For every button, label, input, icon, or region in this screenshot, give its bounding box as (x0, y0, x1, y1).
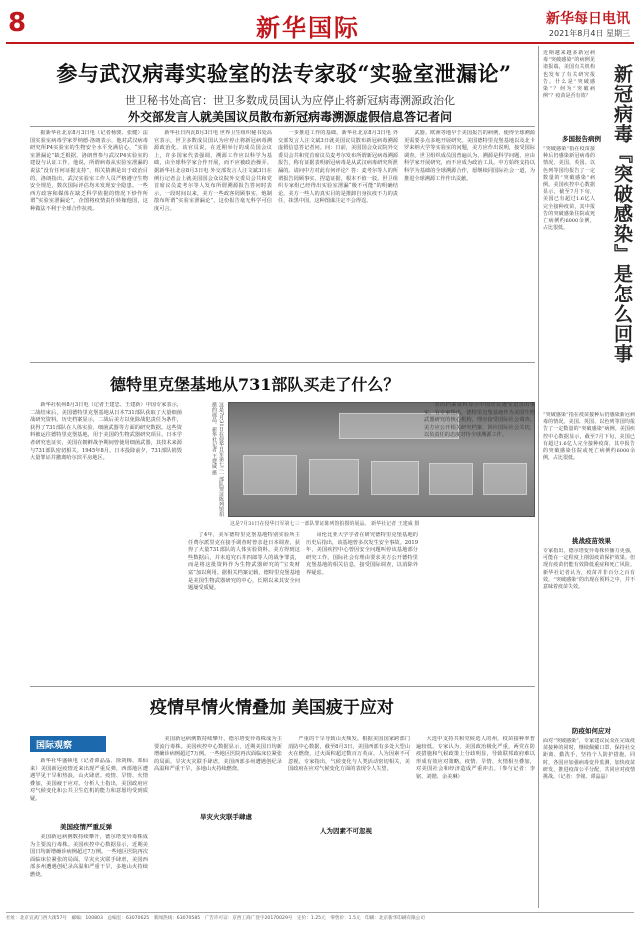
article3-headline: 疫情早情火情叠加 美国疲于应对 (150, 698, 394, 718)
paper-date: 2021年8月4日 星期三 (548, 29, 630, 38)
article2-text-2: 了4年，美军德特里克堡基地特别实验所主任费尔派里克在接手调查时曾亲赴日本调查，获得了大量731部队的人体实验资料。美方得到这些数据后，并未追究石井四郎等人的战争罪责，而是将这批资料作为生物武器研究的“宝贵财富”加以利用。据相关档案记载，德特里克堡基地是美国生物武器研究的中心，长期以来其安全问题屡受质疑。 (188, 532, 300, 592)
page-footer: 社址：北京宣武门西大街57号 邮编：100803 总编室：63070625 新闻热线：63070585 广告许可证：京西工商广登字20170029号 定价：1.25元 零售价：1.5元 印刷：北京新华印刷有限公司 (6, 912, 634, 921)
photo-vertical-caption: 这是7月31日在侵华日军第七三一部队罪证陈列馆拍摄的展品。新华社记者 王建威 摄 (211, 402, 224, 517)
sidebar-text-c (543, 738, 635, 908)
article2-column-1 (30, 402, 182, 687)
sidebar-text-b-body: 专家指出，德尔塔变异毒株传播力更强，可能在一定程度上削弱疫苗保护效果。但现有疫苗仍能有效降低重症和死亡风险。新华社记者认为，疫苗并非百分之百有效，“突破感染”的出现在预料之中，并不意味着疫苗失效。 (543, 548, 635, 591)
photo-caption: 这是7月31日在侵华日军第七三一部队罪证陈列馆拍摄的展品。 新华社记者 王建威 摄 (230, 521, 420, 527)
article3-text-1: 新华社华盛顿电（记者谭晶晶、徐剑梅、邓仙来）美国新冠疫情近来出现严重反弹，西部地区遭遇罕见干旱和热浪，山火肆虐。疫情、旱情、火情叠加，美国疲于应对。分析人士指出，美国政府应对气候变化和公共卫生危机的能力和意愿均受到质疑。 (30, 758, 148, 802)
section-title: 新华国际 (256, 13, 360, 42)
sidebar-label-b: 挑战疫苗效果 (572, 537, 611, 545)
article3-column-1b (30, 834, 148, 908)
article1-column-2 (154, 130, 272, 358)
sidebar-text-a-body: “突破感染”指在疫苗接种后仍感染新冠病毒的情况。美国、英国、以色列等国均报告了一定数量的“突破感染”病例。美国疾控中心数据显示，截至7月下旬，美国已有超过1.6亿人完全接种疫苗，其中报告的突破感染住院或死亡病例约6000余例，占比很低。 (543, 146, 595, 232)
article1-subhead-b: 外交部发言人就美国议员散布新冠病毒溯源虚假信息答记者问 (127, 110, 452, 124)
sidebar-text-b (543, 548, 635, 722)
article3-text-4: 大选中支持共和党候选人的州，疫苗接种率普遍较低。专家认为，美国政治极化严重，两党在防疫措施和气候政策上分歧明显，导致联邦政府难以形成有效应对策略。疫情、旱情、火情相互叠加，对美国社会和经济造成严重冲击。（参与记者：李铭、刘锴、余美琳） (416, 736, 535, 780)
divider (30, 686, 535, 687)
article3-text-1b: 美国新冠病例数持续攀升，德尔塔变异毒株成为主要流行毒株。美国疾控中心数据显示，近期美国日均新增确诊病例超过7万例。一些地区医院再次面临床位紧张的局面。旱灾火灾联手肆虐，美国西部多州遭遇创纪录高温和严重干旱，多地山火持续燃烧。 (30, 834, 148, 878)
display-case (243, 455, 297, 495)
article3-column-1 (30, 758, 148, 818)
sidebar-label-a: 多国报告病例 (562, 135, 601, 143)
article2-text-3: 哥伦比亚大学学者在研究德特里克堡基地的历史后指出，该基地曾多次发生安全事故。2019年，美国疾控中心曾因安全问题叫停该基地部分研究工作。国际社会有理由要求美方公开德特里克堡基地的相关信息，接受国际调查，以消除外界疑虑。 (306, 532, 418, 576)
article3-column-4 (416, 736, 535, 908)
column-banner: 国际观察 (30, 736, 106, 752)
article1-text-4: 武器。欧洲等地早于美国报告的病例，使得全球溯源更需要多点多地开展研究。美国德特里克堡基地以及北卡罗来纳大学等实验室的问题，美方应作出说明，接受国际调查。世卫组织成员国普遍认为，溯源是科学问题，应由科学家开展研究，而不应成为政治工具。中方始终支持以科学为基础的全球溯源合作，愿继续同国际社会一道，为推进全球溯源工作作出贡献。 (404, 130, 535, 182)
article2-column-4 (424, 402, 535, 682)
article3-column-3 (288, 736, 410, 908)
sidebar-text-c-body: 面对“突破感染”，专家建议民众在完成疫苗接种的同时，继续佩戴口罩、保持社交距离、勤洗手，坚持个人防护措施。同时，各国应加强病毒变异监测，加快疫苗研发，推进疫苗公平分配，共同应对疫情挑战。（记者：李铭、谭晶晶） (543, 738, 635, 781)
article2-column-3 (306, 532, 418, 682)
sidebar-title: 新冠病毒『突破感染』是怎么回事 (611, 64, 633, 364)
paper-name: 新华每日电讯 (546, 11, 630, 27)
article1-column-4 (404, 130, 535, 358)
article2-headline: 德特里克堡基地从731部队买走了什么？ (110, 375, 400, 394)
article3-column-2 (154, 736, 282, 908)
masthead (6, 6, 634, 44)
article1-column-3 (278, 130, 398, 358)
divider (30, 126, 535, 127)
article3-subhead-c: 人为因素不可忽视 (320, 827, 372, 835)
article3-subhead-b: 旱灾火灾联手肆虐 (200, 813, 252, 821)
sidebar-text-a (543, 146, 595, 396)
divider (30, 362, 535, 363)
display-case (371, 461, 419, 495)
article3-text-3: 严重的干旱导致山火频发。根据美国国家跨部门消防中心数据，截至8月3日，美国西部有多处大型山火在燃烧，过火面积超过数百万英亩。人为因素不可忽视，专家指出，气候变化与人类活动密切相关，美国政府在应对气候变化方面的表现令人失望。 (288, 736, 410, 773)
article1-subhead-a: 世卫秘书处高官：世卫多数成员国认为应停止将新冠病毒溯源政治化 (125, 94, 455, 107)
sidebar-intro-text: 近期越来越多新冠病毒“突破感染”的病例见诸报端，美国有关机构也发布了有关研究报告。什么是“突破感染”？何为“突破病例”？疫苗是否有效？ (543, 50, 595, 100)
article1-text-3: 一步推进工作的基础。新华社北京8月3日电 外交部发言人汪文斌3日就美国议员散布新冠病毒溯源虚假信息答记者问。问：日前，美国国会众议院外交委员会共和党首席议员麦考尔发布所谓新冠病毒溯源报告，称有证据表明新冠病毒是从武汉病毒研究所泄漏的。请问中方对此有何评论？答：麦考尔等人的所谓报告罔顾事实、捏造证据，根本不值一驳。世卫组织专家组已经得出实验室泄漏“极不可能”的明确结论。美方一些人的真实目的是推卸自身抗疫不力的责任，抹黑中国，这种图谋注定不会得逞。 (278, 130, 398, 205)
article1-headline: 参与武汉病毒实验室的法专家驳“实验室泄漏论” (56, 61, 512, 86)
sidebar-text-a2-body: “突破感染”指在疫苗接种后仍感染新冠病毒的情况。美国、英国、以色列等国均报告了一定数量的“突破感染”病例。美国疾控中心数据显示，截至7月下旬，美国已有超过1.6亿人完全接种疫苗，其中报告的突破感染住院或死亡病例约6000余例，占比很低。 (543, 412, 635, 462)
column-divider (538, 46, 539, 908)
article2-text-1: 新华社杭州8月3日电（记者王建忠、王建新）中国专家表示，二战结束后，美国德特里克堡基地从日本731部队获取了大量细菌战研究资料。历史档案显示，二战后美方以免除战犯责任为条件，获得了731部队在人体实验、细菌武器等方面的研究数据。这些资料被运往德特里克堡基地，用于美国的生物武器研究项目。日本学者研究也证实，美国在朝鲜战争期间曾使用细菌武器，其技术来源与731部队密切相关。1945年8月，日本投降前夕，731部队销毁大量罪证并撤离哈尔滨平房地区。 (30, 402, 182, 462)
article1-text-1: 据新华社北京8月3日电（记者杨骏、张健）法国实验室病毒学家罗纳德·洛朗表示，他对武汉病毒研究所P4实验室的生物安全水平充满信心，“实验室泄漏论”缺乏根据。洛朗曾参与武汉P4实验室的建设与认证工作。他说，所谓病毒从实验室泄漏的说法“没有任何证据支持”，相关猜测是出于政治目的。洛朗指出，武汉实验室工作人员严格遵守生物安全规范，数次国际评估均未发现安全隐患。一些西方政客和媒体在缺乏科学依据的情况下炒作所谓“实验室泄漏论”，企图将疫情责任转嫁他国，这种做法不利于全球合作抗疫。 (30, 130, 148, 212)
article3-text-2: 美国新冠病例数持续攀升，德尔塔变异毒株成为主要流行毒株。美国疾控中心数据显示，近期美国日均新增确诊病例超过7万例。一些地区医院再次面临床位紧张的局面。旱灾火灾联手肆虐，美国西部多州遭遇创纪录高温和严重干旱，多地山火持续燃烧。 (154, 736, 282, 773)
sidebar-label-c: 防疫如何应对 (572, 727, 611, 735)
article1-column-1 (30, 130, 148, 358)
sidebar-text-a2 (543, 412, 635, 532)
article1-text-2: 新华社日内瓦8月3日电 世界卫生组织秘书处高官表示，世卫多数成员国认为应停止将新冠病毒溯源政治化。该官员说，在近期举行的成员国会议上，许多国家代表强调，溯源工作应以科学为基础，由全球科学家合作开展，而不应被政治操弄。据新华社北京8月3日电 外交部发言人汪文斌3日在例行记者会上就美国国会众议院外交委员会共和党首席议员麦考尔等人发布所谓溯源报告答问时表示，一段时间以来，美方一些政客罔顾事实，炮制散布所谓“实验室泄漏论”，这份报告毫无科学可信度可言。 (154, 130, 272, 212)
article2-text-4: 者的档案资料显示中国居民遭受迫害的事实。有专家指出，德特里克堡基地作为美国生物武器研究的核心机构，理应接受国际社会调查。美方应公开相关研究档案，回应国际社会关切，以负责任的态度对待全球溯源工作。 (424, 402, 535, 439)
article2-column-2 (188, 532, 300, 682)
article3-subhead-a: 美国疫情严重反弹 (60, 823, 112, 831)
sidebar-intro (543, 50, 595, 130)
page-number: 8 (8, 8, 27, 38)
display-case (309, 459, 359, 495)
